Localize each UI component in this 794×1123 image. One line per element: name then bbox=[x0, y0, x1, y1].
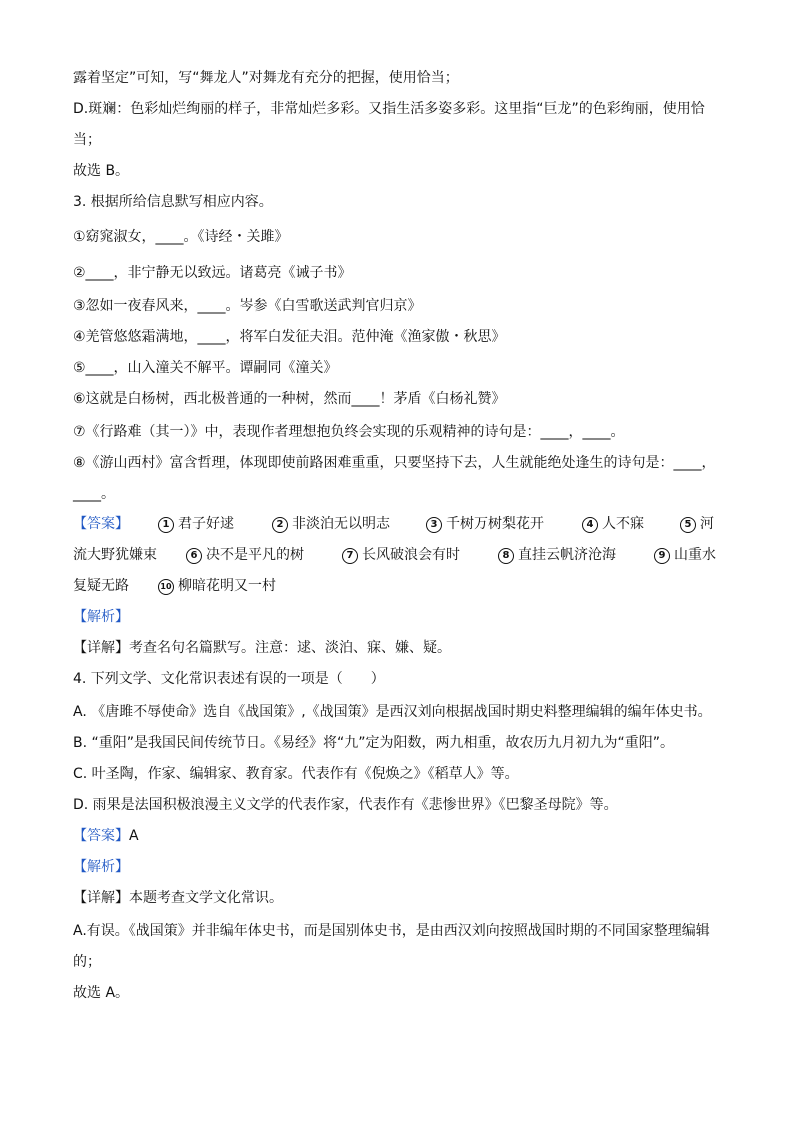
text-line: 当； bbox=[73, 132, 101, 148]
answer-item-cont: 复疑无路 bbox=[73, 578, 129, 594]
option-d: D. 雨果是法国积极浪漫主义文学的代表作家，代表作有《悲惨世界》《巴黎圣母院》等。 bbox=[73, 797, 618, 813]
number-circle-icon: 6 bbox=[186, 548, 202, 564]
number-circle-icon: 9 bbox=[654, 548, 670, 564]
recite-item: ①窈窕淑女，____。《诗经・关雎》 bbox=[73, 229, 289, 245]
number-circle-icon: 8 bbox=[498, 548, 514, 564]
detail-line: 【详解】考查名句名篇默写。注意：逑、淡泊、寐、嫌、疑。 bbox=[73, 640, 451, 656]
number-circle-icon: 3 bbox=[426, 517, 442, 533]
number-circle-icon: 5 bbox=[680, 517, 696, 533]
answer-item: 8 直挂云帆济沧海 bbox=[498, 545, 616, 565]
analysis-tag: 【解析】 bbox=[73, 859, 129, 875]
recite-item: ⑧《游山西村》富含哲理，体现即使前路困难重重，只要坚持下去，人生就能绝处逢生的诗句是：____， bbox=[73, 455, 716, 471]
number-circle-icon: 7 bbox=[342, 548, 358, 564]
recite-item: ⑤____，山入潼关不解平。谭嗣同《潼关》 bbox=[73, 360, 338, 376]
answer-item: 5 河 bbox=[680, 514, 714, 534]
answer-item: 1 君子好逑 bbox=[158, 514, 234, 534]
answer-item: 10 柳暗花明又一村 bbox=[158, 576, 276, 596]
recite-item: ②____，非宁静无以致远。诸葛亮《诫子书》 bbox=[73, 265, 352, 281]
recite-item: ③忽如一夜春风来，____。岑参《白雪歌送武判官归京》 bbox=[73, 298, 422, 314]
answer-tag: 【答案】 bbox=[73, 828, 129, 844]
number-circle-icon: 2 bbox=[272, 517, 288, 533]
recite-item: ____。 bbox=[73, 486, 115, 502]
text-line: 故选 B。 bbox=[73, 163, 130, 179]
answer-tag: 【答案】 bbox=[73, 516, 129, 532]
text-line: D.斑斓：色彩灿烂绚丽的样子，非常灿烂多彩。又指生活多姿多彩。这里指“巨龙”的色彩绚丽，使用恰 bbox=[73, 101, 705, 117]
recite-item: ⑥这就是白杨树，西北极普通的一种树，然而____！茅盾《白杨礼赞》 bbox=[73, 391, 506, 407]
option-a: A. 《唐雎不辱使命》选自《战国策》,《战国策》是西汉刘向根据战国时期史料整理编辑的编年体史书。 bbox=[73, 704, 712, 720]
answer-item: 4 人不寐 bbox=[582, 514, 644, 534]
answer-value: A bbox=[129, 828, 139, 844]
recite-item: ④羌管悠悠霜满地，____，将军白发征夫泪。范仲淹《渔家傲・秋思》 bbox=[73, 329, 506, 345]
answer-line bbox=[73, 826, 139, 846]
answer-item: 2 非淡泊无以明志 bbox=[272, 514, 390, 534]
number-circle-icon: 1 bbox=[158, 517, 174, 533]
answer-item: 6 决不是平凡的树 bbox=[186, 545, 304, 565]
answer-item: 7 长风破浪会有时 bbox=[342, 545, 460, 565]
detail-line: 的； bbox=[73, 954, 101, 970]
question-4-title: 4. 下列文学、文化常识表述有误的一项是（ ） bbox=[73, 671, 385, 687]
analysis-tag: 【解析】 bbox=[73, 609, 129, 625]
recite-item: ⑦《行路难（其一）》中，表现作者理想抱负终会实现的乐观精神的诗句是：____，____。 bbox=[73, 424, 625, 440]
option-c: C. 叶圣陶，作家、编辑家、教育家。代表作有《倪焕之》《稻草人》等。 bbox=[73, 766, 519, 782]
text-line: 露着坚定”可知，写“舞龙人”对舞龙有充分的把握，使用恰当； bbox=[73, 70, 459, 86]
number-circle-icon: 4 bbox=[582, 517, 598, 533]
detail-line: 【详解】本题考查文学文化常识。 bbox=[73, 890, 283, 906]
answer-item: 3 千树万树梨花开 bbox=[426, 514, 544, 534]
detail-line: A.有误。《战国策》并非编年体史书，而是国别体史书，是由西汉刘向按照战国时期的不同国家整理编辑 bbox=[73, 923, 710, 939]
detail-line: 故选 A。 bbox=[73, 985, 130, 1001]
answer-item: 9 山重水 bbox=[654, 545, 716, 565]
answer-item-cont: 流大野犹嫌束 bbox=[73, 547, 157, 563]
number-circle-icon: 10 bbox=[158, 579, 174, 595]
question-3-title: 3. 根据所给信息默写相应内容。 bbox=[73, 194, 273, 210]
option-b: B. “重阳”是我国民间传统节日。《易经》将“九”定为阳数，两九相重，故农历九月初九为“重阳”。 bbox=[73, 735, 675, 751]
